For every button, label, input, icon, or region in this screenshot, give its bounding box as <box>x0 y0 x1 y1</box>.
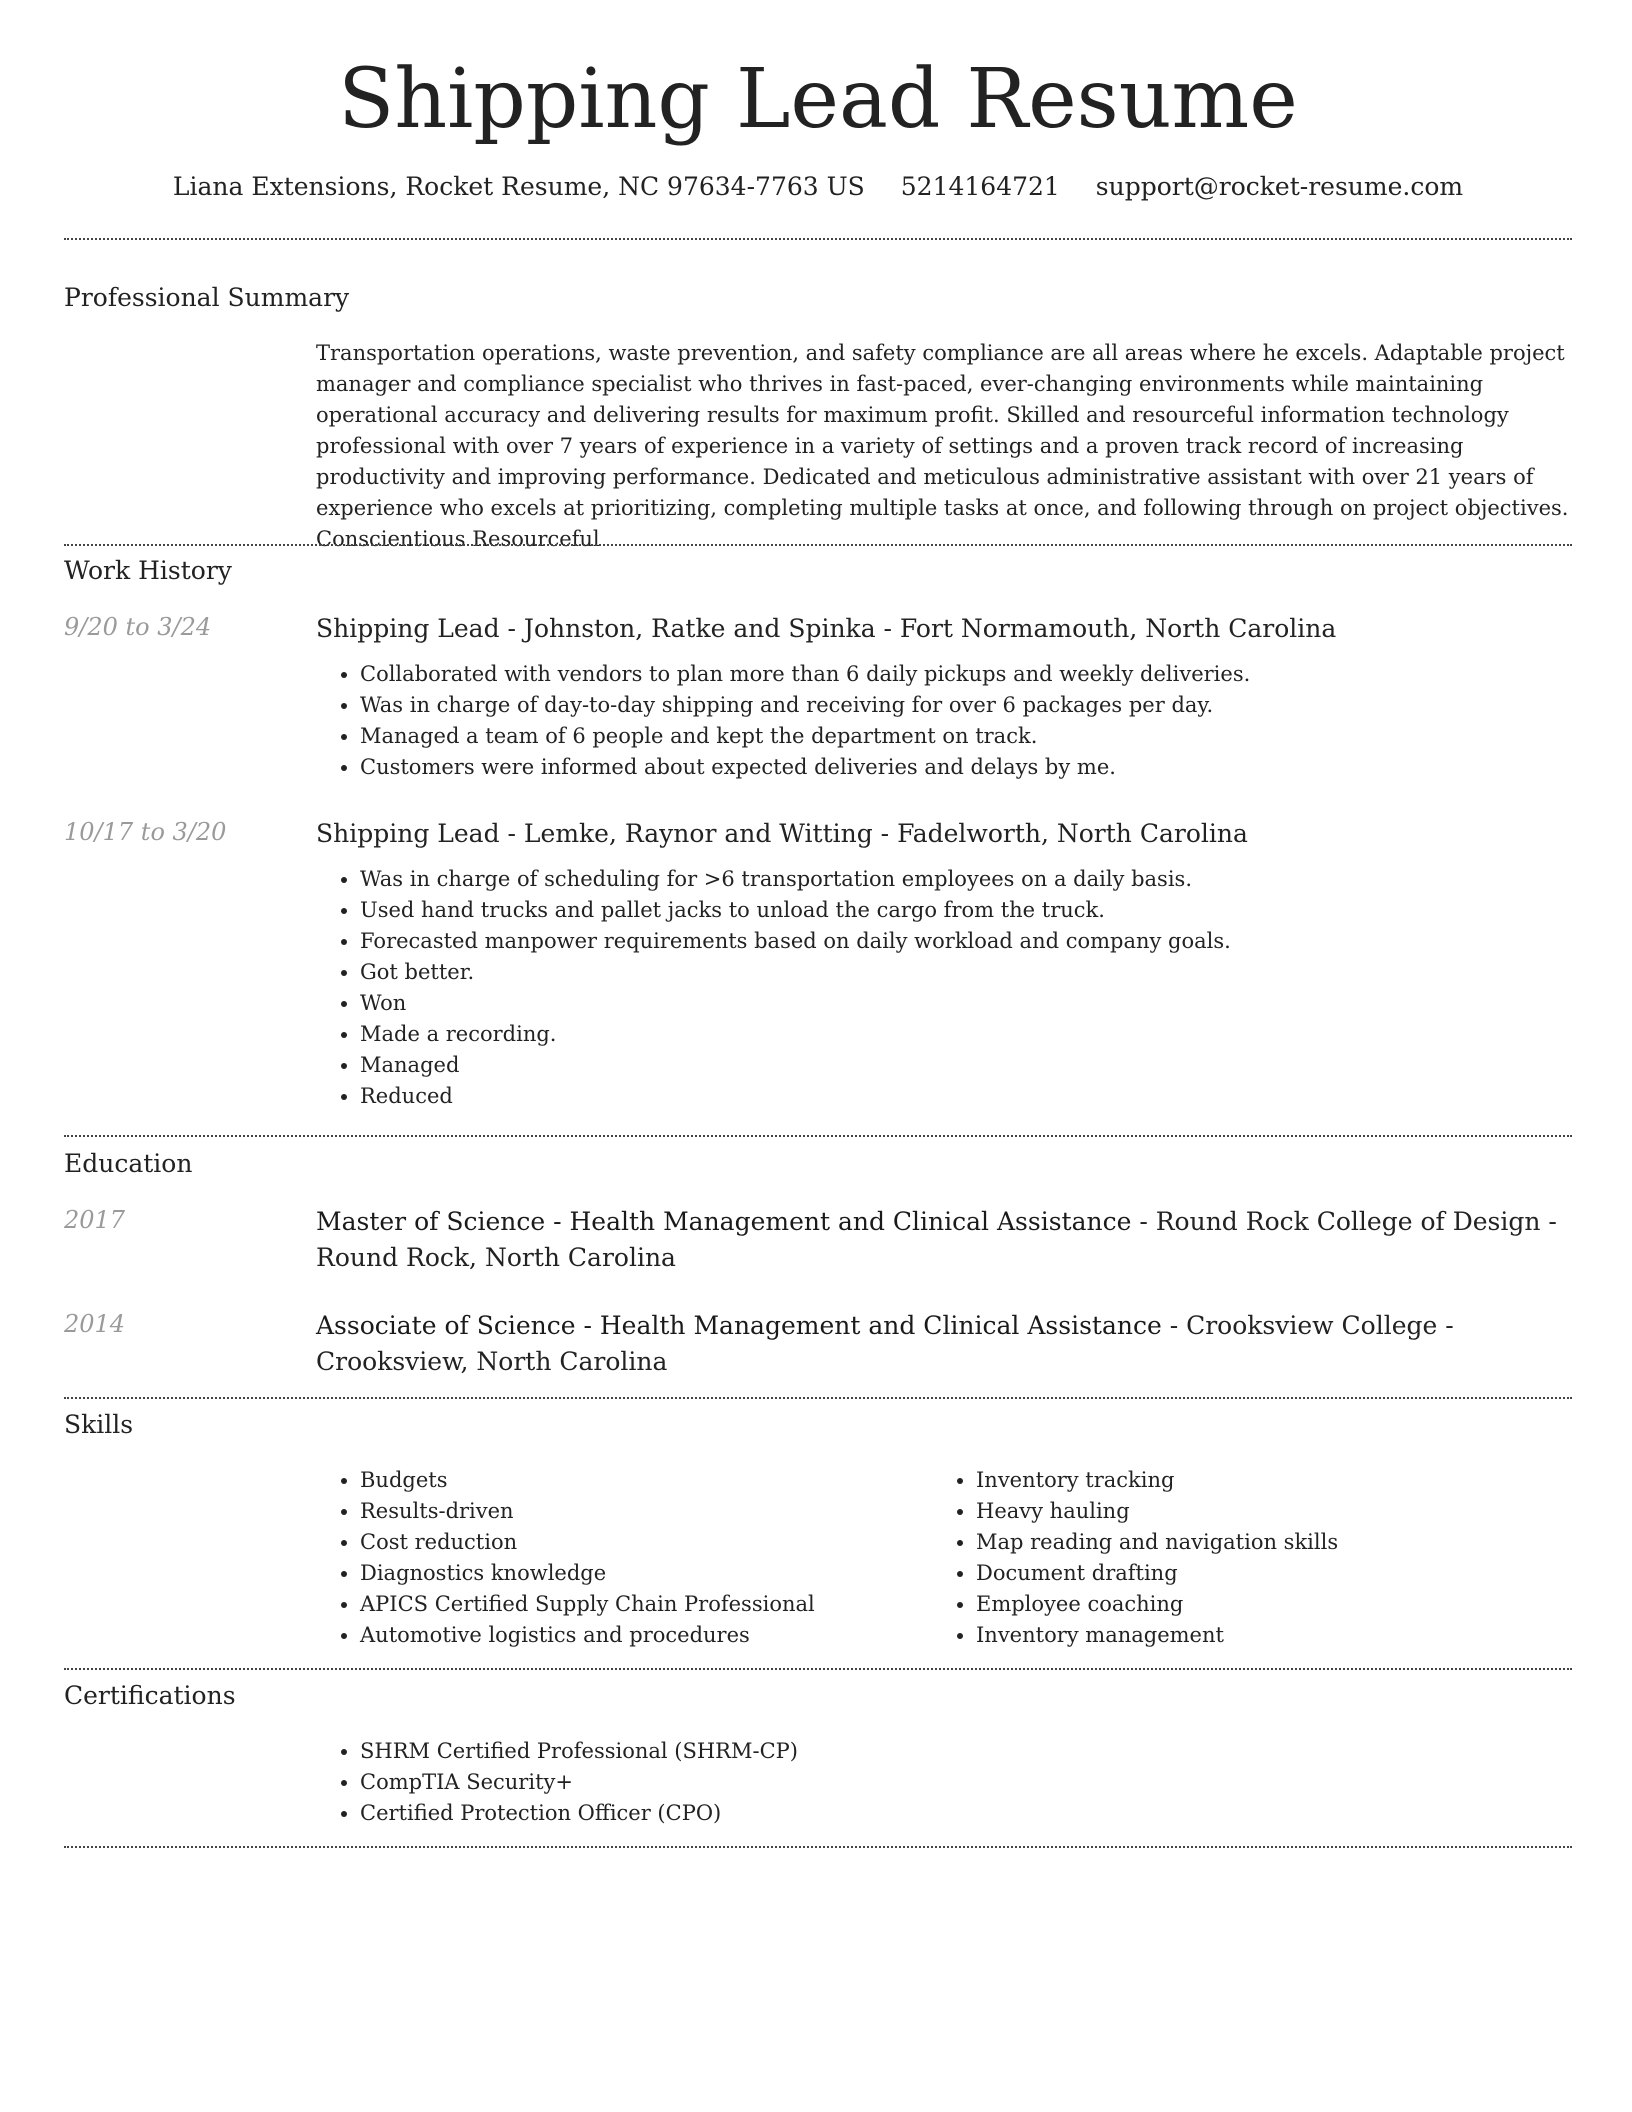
skills-column-right <box>932 1465 1532 1651</box>
skills-bullets <box>316 1465 916 1651</box>
skills-bullets <box>932 1465 1532 1651</box>
section-divider <box>64 544 1572 546</box>
resume-title: Shipping Lead Resume <box>338 52 1298 147</box>
job-details <box>316 611 1572 783</box>
skill-item: • Automotive logistics and procedures <box>360 1620 916 1651</box>
skill-item: • Employee coaching <box>976 1589 1532 1620</box>
job-bullets <box>316 864 1572 1112</box>
summary-heading: Professional Summary <box>64 283 350 312</box>
job-bullet: • Collaborated with vendors to plan more than 6 daily pickups and weekly deliveries. <box>360 659 1572 690</box>
skill-item: • Results-driven <box>360 1496 916 1527</box>
job-dates: 10/17 to 3/20 <box>64 818 227 846</box>
resume-page <box>64 0 1572 1825</box>
education-school: - Round Rock College of Design - Round Rock, North Carolina <box>316 1207 1557 1272</box>
job-bullet: • Got better. <box>360 957 1572 988</box>
certification-item: • CompTIA Security+ <box>360 1767 1572 1798</box>
job-heading: Shipping Lead - Lemke, Raynor and Witting - Fadelworth, North Carolina <box>316 819 1248 848</box>
education-heading: Education <box>64 1149 193 1178</box>
education-section <box>64 1148 1572 1388</box>
education-degree: Associate of Science - Health Management and Clinical Assistance <box>316 1311 1162 1340</box>
work-history-heading: Work History <box>64 556 232 585</box>
skill-item: • Budgets <box>360 1465 916 1496</box>
education-degree: Master of Science - Health Management and Clinical Assistance <box>316 1207 1132 1236</box>
job-bullet: • Managed a team of 6 people and kept the department on track. <box>360 721 1572 752</box>
certifications-section <box>64 1680 1572 1830</box>
certification-item: • Certified Protection Officer (CPO) <box>360 1798 1572 1829</box>
skill-item: • Document drafting <box>976 1558 1532 1589</box>
job-entry <box>64 611 1572 791</box>
skills-heading: Skills <box>64 1410 134 1439</box>
section-divider <box>64 1668 1572 1670</box>
section-divider <box>64 1846 1572 1848</box>
contact-phone: 5214164721 <box>900 172 1060 201</box>
education-entry <box>64 1308 1572 1388</box>
work-history-section <box>64 555 1572 1125</box>
job-heading: Shipping Lead - Johnston, Ratke and Spinka - Fort Normamouth, North Carolina <box>316 614 1337 643</box>
section-divider <box>64 1135 1572 1137</box>
job-bullets <box>316 659 1572 783</box>
skill-item: • Inventory tracking <box>976 1465 1532 1496</box>
certifications-list <box>316 1736 1572 1829</box>
job-bullet: • Reduced <box>360 1081 1572 1112</box>
certifications-bullets <box>316 1736 1572 1829</box>
skill-item: • Diagnostics knowledge <box>360 1558 916 1589</box>
job-bullet: • Was in charge of scheduling for >6 transportation employees on a daily basis. <box>360 864 1572 895</box>
contact-line <box>64 170 1572 204</box>
job-bullet: • Won <box>360 988 1572 1019</box>
contact-email[interactable]: support@rocket-resume.com <box>1095 172 1464 201</box>
job-bullet: • Used hand trucks and pallet jacks to unload the cargo from the truck. <box>360 895 1572 926</box>
education-year: 2017 <box>64 1206 126 1234</box>
education-school: - Crooksview College - Crooksview, North Carolina <box>316 1311 1454 1376</box>
skill-item: • Map reading and navigation skills <box>976 1527 1532 1558</box>
skill-item: • Inventory management <box>976 1620 1532 1651</box>
job-bullet: • Managed <box>360 1050 1572 1081</box>
skills-column-left <box>316 1465 916 1651</box>
job-bullet: • Customers were informed about expected deliveries and delays by me. <box>360 752 1572 783</box>
job-entry <box>64 816 1572 1116</box>
skills-list <box>316 1465 1572 1655</box>
contact-address: Liana Extensions, Rocket Resume, NC 97634-7763 US <box>172 172 865 201</box>
section-divider <box>64 1397 1572 1399</box>
skill-item: • Heavy hauling <box>976 1496 1532 1527</box>
section-divider <box>64 238 1572 240</box>
education-year: 2014 <box>64 1310 126 1338</box>
job-bullet: • Forecasted manpower requirements based on daily workload and company goals. <box>360 926 1572 957</box>
education-entry <box>64 1204 1572 1284</box>
summary-text: Transportation operations, waste prevention, and safety compliance are all areas where he excels. Adaptable project manager and compliance specialist who thrives in fast-paced, ever-changing environments while maintaining operational accuracy and delivering results for maximum profit. Skilled and resourceful information technology professional with over 7 years of experience in a variety of settings and a proven track record of increasing productivity and improving performance. Dedicated and meticulous administrative assistant with over 21 years of experience who excels at prioritizing, completing multiple tasks at once, and following through on project objectives. Conscientious Resourceful <box>316 341 1569 551</box>
job-bullet: • Made a recording. <box>360 1019 1572 1050</box>
education-details <box>316 1204 1572 1276</box>
skill-item: • Cost reduction <box>360 1527 916 1558</box>
skills-section <box>64 1409 1572 1649</box>
job-details <box>316 816 1572 1112</box>
certification-item: • SHRM Certified Professional (SHRM-CP) <box>360 1736 1572 1767</box>
certifications-heading: Certifications <box>64 1681 236 1710</box>
job-bullet: • Was in charge of day-to-day shipping and receiving for over 6 packages per day. <box>360 690 1572 721</box>
skill-item: • APICS Certified Supply Chain Professional <box>360 1589 916 1620</box>
summary-section <box>64 282 1572 551</box>
job-dates: 9/20 to 3/24 <box>64 613 212 641</box>
education-details <box>316 1308 1572 1380</box>
